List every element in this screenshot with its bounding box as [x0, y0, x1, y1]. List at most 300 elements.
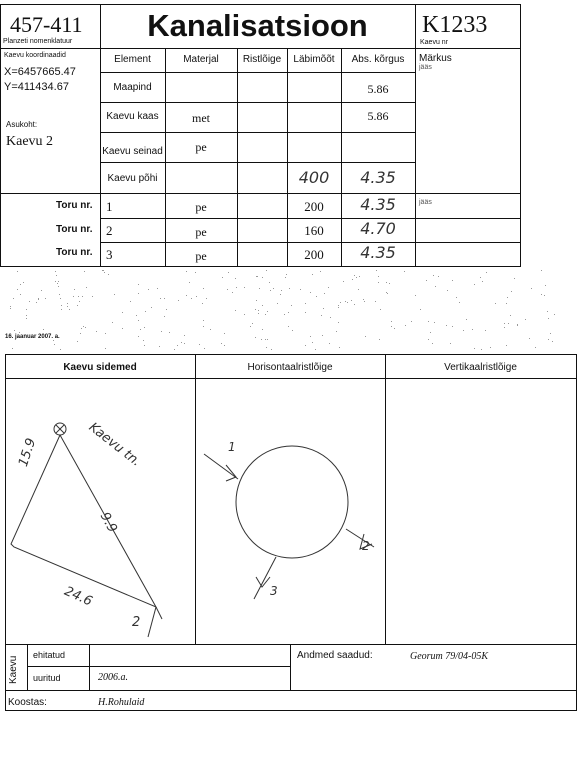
scan-speck: [391, 326, 392, 327]
rule: [0, 266, 521, 267]
scan-speck: [541, 270, 542, 271]
col-header-element: Element: [114, 54, 151, 65]
scan-speck: [305, 312, 306, 313]
scan-speck: [320, 271, 321, 272]
sketch-dim-right: 9.9: [96, 510, 120, 536]
scan-speck: [277, 303, 278, 304]
scan-speck: [130, 301, 131, 302]
rule: [290, 644, 291, 690]
scan-speck: [181, 342, 182, 343]
scan-speck: [224, 333, 225, 334]
rule: [100, 132, 415, 133]
connections-sketch: [6, 379, 195, 643]
pipe-material: pe: [195, 249, 207, 263]
rule: [100, 162, 415, 163]
scan-speck: [112, 322, 113, 323]
scan-speck: [438, 276, 439, 277]
scan-speck: [420, 309, 421, 310]
scan-speck: [77, 341, 78, 342]
surveyed-label: uuritud: [33, 673, 61, 683]
sketch-label-well: Kaevu tn.: [85, 420, 144, 470]
scan-speck: [227, 289, 228, 290]
scan-speck: [269, 282, 270, 283]
scan-speck: [265, 314, 266, 315]
scan-speck: [548, 318, 549, 319]
horizontal-sketch: [196, 379, 385, 643]
scan-speck: [273, 288, 274, 289]
rule: [0, 48, 521, 49]
built-label: ehitatud: [33, 650, 66, 660]
scan-speck: [472, 329, 473, 330]
scan-speck: [169, 332, 170, 333]
rule: [520, 4, 521, 266]
scan-speck: [261, 339, 262, 340]
source-label: Andmed saadud:: [297, 650, 373, 661]
scan-speck: [10, 306, 11, 307]
scan-speck: [206, 298, 207, 299]
scan-speck: [310, 292, 311, 293]
compiled-label: Koostas:: [8, 697, 47, 708]
scan-speck: [432, 343, 433, 344]
scan-speck: [486, 272, 487, 273]
sketch-pipe-3: 3: [270, 584, 278, 598]
row-element: Kaevu seinad: [102, 146, 163, 157]
scan-speck: [45, 298, 46, 299]
scan-speck: [548, 339, 549, 340]
scan-speck: [140, 329, 141, 330]
scan-speck: [20, 284, 21, 285]
pipe-diameter: 200: [304, 247, 324, 262]
scan-speck: [69, 309, 70, 310]
col-header-diameter: Läbimõõt: [293, 54, 335, 65]
scan-speck: [41, 290, 42, 291]
scan-speck: [228, 272, 229, 273]
sketch-corner: 2: [132, 615, 141, 630]
panel-header-vertical: Vertikaalristlõige: [444, 362, 517, 373]
scan-speck: [255, 337, 256, 338]
scan-speck: [506, 345, 507, 346]
scan-speck: [386, 282, 387, 283]
scan-speck: [73, 296, 74, 297]
scan-speck: [79, 301, 80, 302]
scan-speck: [450, 343, 451, 344]
scan-speck: [356, 277, 357, 278]
scan-speck: [508, 323, 509, 324]
rule: [0, 4, 521, 5]
scan-speck: [262, 305, 263, 306]
sketch-dim-bottom: 24.6: [61, 584, 95, 610]
scan-speck: [138, 336, 139, 337]
scan-speck: [164, 298, 165, 299]
scan-speck: [511, 291, 512, 292]
rule: [89, 644, 90, 690]
scan-speck: [105, 333, 106, 334]
scan-speck: [157, 288, 158, 289]
scan-speck: [267, 339, 268, 340]
pipe-num: 2: [106, 223, 113, 238]
scan-speck: [195, 272, 196, 273]
scan-speck: [284, 314, 285, 315]
pipe-1-line: [204, 454, 238, 479]
well-code: K1233: [422, 12, 488, 38]
rule: [0, 4, 1, 266]
rule: [5, 644, 577, 645]
scan-speck: [144, 345, 145, 346]
pipe-2-line: [346, 529, 374, 547]
scan-speck: [250, 326, 251, 327]
scan-speck: [340, 302, 341, 303]
scan-speck: [92, 296, 93, 297]
pipe-label: Toru nr.: [56, 247, 93, 258]
scan-speck: [338, 307, 339, 308]
row-material: met: [192, 111, 210, 125]
coords-label: Kaevu koordinaadid: [4, 52, 66, 59]
scan-speck: [138, 320, 139, 321]
scan-speck: [426, 280, 427, 281]
note-stamp: jääs: [419, 64, 432, 71]
scan-speck: [20, 294, 21, 295]
pipe-label: Toru nr.: [56, 224, 93, 235]
scan-speck: [36, 302, 37, 303]
scan-speck: [482, 281, 483, 282]
scan-speck: [148, 289, 149, 290]
scan-speck: [550, 333, 551, 334]
scan-speck: [329, 343, 330, 344]
scan-speck: [55, 281, 56, 282]
scan-speck: [270, 290, 271, 291]
scan-speck: [255, 309, 256, 310]
scan-speck: [345, 301, 346, 302]
scan-speck: [14, 330, 15, 331]
scan-speck: [330, 317, 331, 318]
scan-speck: [160, 298, 161, 299]
scan-speck: [178, 300, 179, 301]
scan-speck: [78, 296, 79, 297]
scan-speck: [280, 294, 281, 295]
pipe-label: Toru nr.: [56, 200, 93, 211]
scan-speck: [258, 310, 259, 311]
scan-speck: [506, 303, 507, 304]
coord-x: X=6457665.47: [4, 66, 76, 78]
scan-speck: [77, 305, 78, 306]
rule: [100, 72, 415, 73]
scan-speck: [55, 271, 56, 272]
scan-speck: [316, 296, 317, 297]
scan-speck: [358, 289, 359, 290]
col-header-cross: Ristlõige: [242, 54, 282, 65]
coord-y: Y=411434.67: [4, 81, 69, 93]
scan-speck: [510, 315, 511, 316]
scan-speck: [495, 303, 496, 304]
scan-speck: [354, 304, 355, 305]
col-header-abs: Abs. kõrgus: [351, 54, 405, 65]
scan-speck: [507, 297, 508, 298]
scan-speck: [434, 322, 435, 323]
rule: [5, 690, 577, 691]
scan-speck: [428, 321, 429, 322]
scan-speck: [145, 311, 146, 312]
scan-speck: [43, 329, 44, 330]
scan-speck: [517, 325, 518, 326]
scan-speck: [23, 282, 24, 283]
scan-speck: [281, 290, 282, 291]
scan-speck: [38, 298, 39, 299]
scan-speck: [504, 327, 505, 328]
scan-speck: [221, 343, 222, 344]
scan-speck: [199, 344, 200, 345]
scan-speck: [481, 349, 482, 350]
scan-speck: [391, 321, 392, 322]
scan-speck: [376, 270, 377, 271]
well-circle: [236, 446, 348, 558]
scan-speck: [378, 276, 379, 277]
scan-speck: [262, 329, 263, 330]
scan-speck: [321, 315, 322, 316]
scan-speck: [380, 309, 381, 310]
scan-speck: [13, 298, 14, 299]
scan-speck: [433, 275, 434, 276]
scan-speck: [224, 345, 225, 346]
surveyed-value: 2006.a.: [98, 672, 128, 683]
scan-speck: [405, 325, 406, 326]
scan-speck: [323, 308, 324, 309]
row-material: pe: [195, 140, 207, 154]
scan-speck: [490, 347, 491, 348]
scan-speck: [203, 320, 204, 321]
scan-speck: [60, 298, 61, 299]
scan-speck: [204, 348, 205, 349]
scan-speck: [86, 287, 87, 288]
scan-speck: [411, 321, 412, 322]
scan-speck: [161, 331, 162, 332]
scan-speck: [256, 300, 257, 301]
rule: [100, 102, 415, 103]
scan-speck: [257, 276, 258, 277]
rule: [0, 193, 521, 194]
scan-speck: [38, 299, 39, 300]
scan-speck: [177, 345, 178, 346]
scan-speck: [328, 287, 329, 288]
scan-speck: [485, 330, 486, 331]
rule: [237, 48, 238, 266]
scan-speck: [452, 280, 453, 281]
location-value: Kaevu 2: [6, 134, 54, 149]
scan-speck: [365, 336, 366, 337]
scan-speck: [122, 328, 123, 329]
scan-speck: [74, 289, 75, 290]
scan-speck: [103, 270, 104, 271]
scan-speck: [286, 274, 287, 275]
sheet-code-label: Planzeti nomenklatuur: [3, 38, 73, 45]
scan-speck: [203, 326, 204, 327]
rule: [415, 4, 416, 266]
scan-speck: [336, 331, 337, 332]
scan-speck: [480, 277, 481, 278]
row-element: Kaevu põhi: [107, 173, 158, 184]
rule: [27, 644, 28, 690]
scan-speck: [203, 288, 204, 289]
panel-header-horizontal: Horisontaalristlõige: [247, 362, 333, 373]
scan-speck: [29, 301, 30, 302]
scan-speck: [232, 292, 233, 293]
scan-speck: [447, 290, 448, 291]
scan-speck: [379, 339, 380, 340]
scan-speck: [80, 333, 81, 334]
scan-speck: [389, 283, 390, 284]
scan-speck: [474, 348, 475, 349]
scan-speck: [529, 338, 530, 339]
sketch-dim-left: 15.9: [16, 436, 40, 469]
scan-speck: [17, 289, 18, 290]
scan-speck: [466, 319, 467, 320]
scan-speck: [300, 289, 301, 290]
scan-speck: [184, 343, 185, 344]
scan-speck: [186, 271, 187, 272]
scan-speck: [266, 270, 267, 271]
scan-speck: [191, 298, 192, 299]
pipe-material: pe: [195, 200, 207, 214]
scan-speck: [552, 341, 553, 342]
scan-speck: [12, 348, 13, 349]
pipe-abs: 4.70: [360, 219, 396, 238]
scan-speck: [394, 328, 395, 329]
scan-speck: [236, 287, 237, 288]
scan-speck: [26, 318, 27, 319]
scan-speck: [285, 277, 286, 278]
scan-speck: [138, 293, 139, 294]
scan-speck: [339, 347, 340, 348]
scan-speck: [354, 275, 355, 276]
scan-speck: [310, 336, 311, 337]
scan-speck: [456, 297, 457, 298]
col-header-note: Märkus: [419, 53, 452, 64]
scan-speck: [504, 323, 505, 324]
scan-speck: [267, 311, 268, 312]
scan-speck: [10, 308, 11, 309]
scan-speck: [435, 286, 436, 287]
rule: [5, 710, 577, 711]
scan-speck: [514, 278, 515, 279]
panel-header-connections: Kaevu sidemed: [63, 362, 137, 373]
scan-speck: [463, 330, 464, 331]
scan-speck: [324, 293, 325, 294]
row-abs: 4.35: [360, 168, 396, 187]
scan-speck: [56, 275, 57, 276]
scan-speck: [531, 288, 532, 289]
scan-speck: [136, 315, 137, 316]
pipe-diameter: 160: [304, 223, 324, 238]
scan-speck: [138, 284, 139, 285]
row-abs: 5.86: [367, 82, 389, 96]
scan-speck: [291, 305, 292, 306]
scan-speck: [235, 310, 236, 311]
scan-speck: [305, 345, 306, 346]
scan-speck: [459, 302, 460, 303]
location-label: Asukoht:: [6, 120, 38, 129]
date-stamp: 16. jaanuar 2007. a.: [5, 334, 60, 340]
scan-speck: [104, 272, 105, 273]
rule: [576, 354, 577, 710]
scan-speck: [363, 299, 364, 300]
scan-speck: [535, 347, 536, 348]
scan-speck: [196, 296, 197, 297]
scan-speck: [57, 283, 58, 284]
scan-speck: [351, 300, 352, 301]
scan-speck: [61, 305, 62, 306]
pipe-material: pe: [195, 225, 207, 239]
scan-speck: [378, 282, 379, 283]
scan-speck: [292, 330, 293, 331]
scan-speck: [265, 339, 266, 340]
scan-speck: [222, 277, 223, 278]
scan-speck: [288, 326, 289, 327]
scan-speck: [404, 271, 405, 272]
scan-speck: [244, 287, 245, 288]
scan-speck: [430, 332, 431, 333]
scan-speck: [343, 281, 344, 282]
rule: [100, 218, 521, 219]
scan-speck: [312, 342, 313, 343]
scan-speck: [262, 277, 263, 278]
source-value: Georum 79/04-05K: [410, 651, 489, 662]
scan-speck: [67, 303, 68, 304]
scan-speck: [210, 329, 211, 330]
compiled-value: H.Rohulaid: [98, 697, 145, 708]
scan-speck: [452, 326, 453, 327]
scan-speck: [58, 286, 59, 287]
scan-speck: [84, 271, 85, 272]
scan-speck: [428, 339, 429, 340]
scan-speck: [186, 295, 187, 296]
scan-speck: [541, 294, 542, 295]
scan-speck: [54, 344, 55, 345]
scan-speck: [202, 303, 203, 304]
scan-speck: [114, 294, 115, 295]
scan-speck: [352, 279, 353, 280]
scan-speck: [235, 278, 236, 279]
page-title: Kanalisatsioon: [147, 8, 368, 43]
scan-speck: [474, 284, 475, 285]
scan-speck: [184, 335, 185, 336]
scan-speck: [122, 312, 123, 313]
scan-speck: [315, 349, 316, 350]
rule: [5, 354, 577, 355]
row-element: Kaevu kaas: [106, 111, 159, 122]
scan-speck: [271, 349, 272, 350]
scan-speck: [338, 322, 339, 323]
scan-speck: [85, 327, 86, 328]
scan-speck: [105, 348, 106, 349]
scan-speck: [108, 274, 109, 275]
row-element: Maapind: [113, 82, 152, 93]
pipe-abs: 4.35: [360, 195, 396, 214]
scan-speck: [525, 319, 526, 320]
scan-speck: [81, 328, 82, 329]
pipe-num: 3: [106, 247, 113, 262]
scan-speck: [61, 309, 62, 310]
scan-speck: [322, 335, 323, 336]
scan-speck: [446, 325, 447, 326]
scan-speck: [143, 340, 144, 341]
scan-speck: [26, 315, 27, 316]
rule: [100, 242, 521, 243]
scan-speck: [259, 288, 260, 289]
scan-speck: [151, 307, 152, 308]
scan-speck: [159, 346, 160, 347]
footer-well-label: Kaevu: [8, 655, 19, 684]
pipe-note: jääs: [419, 199, 432, 206]
sheet-code: 457-411: [10, 12, 83, 37]
